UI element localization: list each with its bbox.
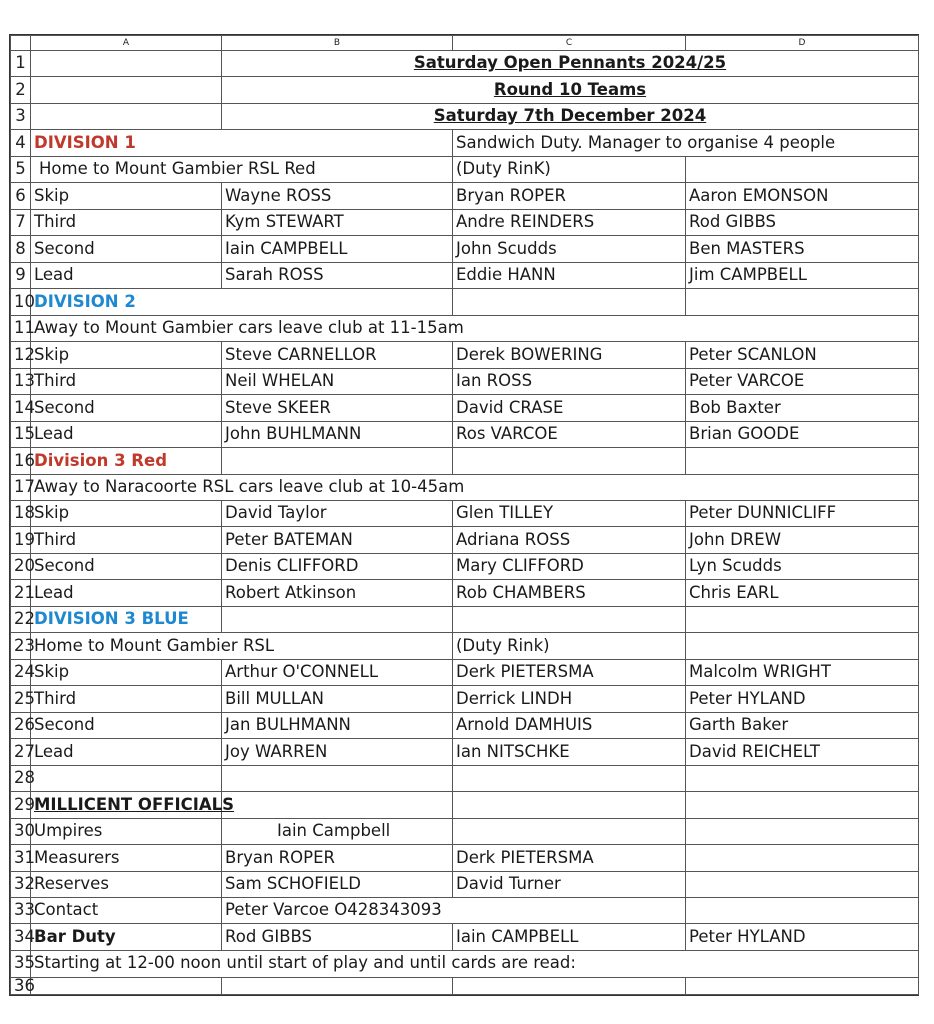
row [11,315,919,341]
column-header-row [11,36,919,51]
player-cell: Aaron EMONSON [686,183,919,209]
row-number: 3 [11,103,31,129]
player-cell: Derrick LINDH [453,686,686,712]
position-cell: Second [31,395,222,421]
player-cell: Arthur O'CONNELL [222,659,453,685]
column-header-c: C [453,36,686,51]
player-cell: Eddie HANN [453,262,686,288]
division-2-fixture: Away to Mount Gambier cars leave club at 11-15am [31,315,919,341]
row-number: 25 [11,686,31,712]
player-cell: Bryan ROPER [453,183,686,209]
row-number: 32 [11,871,31,897]
row [11,765,919,791]
sheet-title: Saturday Open Pennants 2024/25 [222,51,919,77]
row-number: 28 [11,765,31,791]
row [11,130,919,156]
position-cell: Skip [31,183,222,209]
player-cell: Ros VARCOE [453,421,686,447]
row-number: 12 [11,342,31,368]
table-row [11,342,919,368]
table-row [11,580,919,606]
row [11,845,919,871]
row-number: 2 [11,77,31,103]
table-row [11,209,919,235]
player-cell: Peter SCANLON [686,342,919,368]
player-cell: Rob CHAMBERS [453,580,686,606]
row-number: 5 [11,156,31,182]
row-number: 11 [11,315,31,341]
table-row [11,739,919,765]
bar-duty-name: Peter HYLAND [686,924,919,950]
row-number: 20 [11,553,31,579]
player-cell: Rod GIBBS [686,209,919,235]
duty-rink-label: (Duty Rink) [453,633,686,659]
player-cell: Peter DUNNICLIFF [686,500,919,526]
row-number: 36 [11,977,31,995]
row-number: 30 [11,818,31,844]
table-row [11,527,919,553]
position-cell: Third [31,686,222,712]
position-cell: Skip [31,659,222,685]
round-title: Round 10 Teams [222,77,919,103]
player-cell: Peter HYLAND [686,686,919,712]
row-number: 4 [11,130,31,156]
umpire-name: Iain Campbell [222,818,453,844]
row-number: 18 [11,500,31,526]
row-number: 26 [11,712,31,738]
row-number: 27 [11,739,31,765]
row-number: 33 [11,898,31,924]
row-number: 10 [11,289,31,315]
row [11,871,919,897]
bar-duty-name: Rod GIBBS [222,924,453,950]
player-cell: Wayne ROSS [222,183,453,209]
player-cell: John DREW [686,527,919,553]
row-number: 24 [11,659,31,685]
player-cell: Arnold DAMHUIS [453,712,686,738]
measurers-label: Measurers [31,845,222,871]
division-2-heading: DIVISION 2 [31,289,453,315]
player-cell: Bill MULLAN [222,686,453,712]
player-cell: Derek BOWERING [453,342,686,368]
player-cell: Denis CLIFFORD [222,553,453,579]
player-cell: David CRASE [453,395,686,421]
bar-duty-note: Starting at 12-00 noon until start of play and until cards are read: [31,950,919,977]
player-cell: Neil WHELAN [222,368,453,394]
position-cell: Third [31,527,222,553]
row [11,633,919,659]
row-number: 17 [11,474,31,500]
column-header-b: B [222,36,453,51]
table-row [11,183,919,209]
row [11,448,919,474]
row [11,924,919,950]
table-row [11,712,919,738]
row [11,606,919,632]
sandwich-duty-note: Sandwich Duty. Manager to organise 4 people [453,130,919,156]
player-cell: Peter VARCOE [686,368,919,394]
player-cell: Adriana ROSS [453,527,686,553]
table-row [11,686,919,712]
row-number: 21 [11,580,31,606]
player-cell: David REICHELT [686,739,919,765]
row-number: 22 [11,606,31,632]
row [11,156,919,182]
position-cell: Second [31,712,222,738]
reserve-name: David Turner [453,871,686,897]
duty-rink-label: (Duty RinK) [453,156,686,182]
division-1-fixture: Home to Mount Gambier RSL Red [31,156,453,182]
player-cell: Ian NITSCHKE [453,739,686,765]
row-number: 8 [11,236,31,262]
player-cell: Sarah ROSS [222,262,453,288]
player-cell: Ian ROSS [453,368,686,394]
player-cell: Iain CAMPBELL [222,236,453,262]
officials-heading: MILLICENT OFFICIALS [31,792,222,818]
position-cell: Second [31,553,222,579]
corner-cell [11,36,31,51]
position-cell: Third [31,209,222,235]
position-cell: Lead [31,421,222,447]
bar-duty-name: Iain CAMPBELL [453,924,686,950]
table-row [11,236,919,262]
position-cell: Skip [31,500,222,526]
player-cell: David Taylor [222,500,453,526]
row-number: 23 [11,633,31,659]
position-cell: Lead [31,580,222,606]
player-cell: Peter BATEMAN [222,527,453,553]
table-row [11,500,919,526]
player-cell: Kym STEWART [222,209,453,235]
player-cell: Mary CLIFFORD [453,553,686,579]
player-cell: Jan BULHMANN [222,712,453,738]
row [11,818,919,844]
player-cell: Lyn Scudds [686,553,919,579]
row-number: 31 [11,845,31,871]
division-3-red-heading: Division 3 Red [31,448,222,474]
row-number: 34 [11,924,31,950]
row [11,77,919,103]
table-row [11,421,919,447]
contact-value: Peter Varcoe O428343093 [222,898,686,924]
player-cell: Garth Baker [686,712,919,738]
player-cell: Brian GOODE [686,421,919,447]
player-cell: Andre REINDERS [453,209,686,235]
team-sheet-table [10,35,919,995]
row-number: 19 [11,527,31,553]
player-cell: Joy WARREN [222,739,453,765]
row [11,289,919,315]
position-cell: Lead [31,739,222,765]
row [11,977,919,995]
player-cell: Glen TILLEY [453,500,686,526]
row [11,898,919,924]
player-cell: Jim CAMPBELL [686,262,919,288]
row [11,792,919,818]
measurer-name: Derk PIETERSMA [453,845,686,871]
measurer-name: Bryan ROPER [222,845,453,871]
row [11,474,919,500]
umpires-label: Umpires [31,818,222,844]
row-number: 13 [11,368,31,394]
row-number: 9 [11,262,31,288]
spreadsheet [9,34,919,996]
player-cell: Robert Atkinson [222,580,453,606]
position-cell: Third [31,368,222,394]
row-number: 7 [11,209,31,235]
player-cell: Bob Baxter [686,395,919,421]
division-3-blue-heading: DIVISION 3 BLUE [31,606,222,632]
player-cell: Steve SKEER [222,395,453,421]
match-date: Saturday 7th December 2024 [222,103,919,129]
reserve-name: Sam SCHOFIELD [222,871,453,897]
contact-label: Contact [31,898,222,924]
reserves-label: Reserves [31,871,222,897]
player-cell: John BUHLMANN [222,421,453,447]
table-row [11,262,919,288]
position-cell: Lead [31,262,222,288]
row-number: 15 [11,421,31,447]
row-number: 16 [11,448,31,474]
table-row [11,659,919,685]
player-cell: Ben MASTERS [686,236,919,262]
column-header-a: A [31,36,222,51]
division-3-blue-fixture: Home to Mount Gambier RSL [31,633,453,659]
player-cell: Malcolm WRIGHT [686,659,919,685]
table-row [11,553,919,579]
row-number: 6 [11,183,31,209]
player-cell: Derk PIETERSMA [453,659,686,685]
table-row [11,368,919,394]
table-row [11,395,919,421]
division-3-red-fixture: Away to Naracoorte RSL cars leave club at 10-45am [31,474,919,500]
row-number: 29 [11,792,31,818]
player-cell: John Scudds [453,236,686,262]
row [11,51,919,77]
player-cell: Steve CARNELLOR [222,342,453,368]
row [11,950,919,977]
row [11,103,919,129]
player-cell: Chris EARL [686,580,919,606]
bar-duty-label: Bar Duty [31,924,222,950]
row-number: 1 [11,51,31,77]
row-number: 14 [11,395,31,421]
position-cell: Skip [31,342,222,368]
column-header-d: D [686,36,919,51]
division-1-heading: DIVISION 1 [31,130,453,156]
position-cell: Second [31,236,222,262]
row-number: 35 [11,950,31,977]
